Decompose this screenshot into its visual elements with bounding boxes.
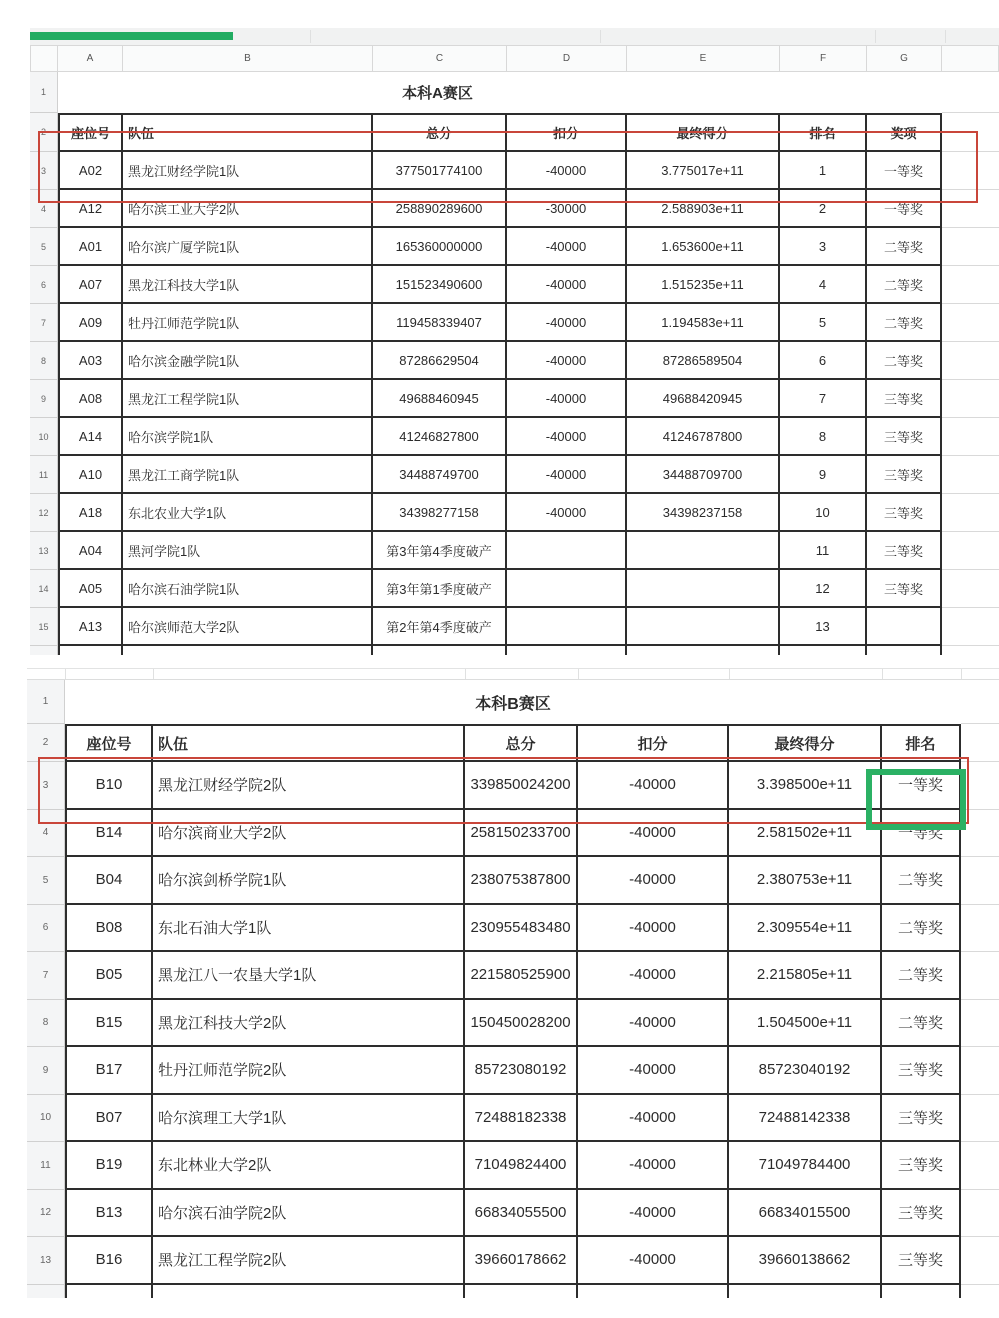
cell-final[interactable]: 1.515235e+11 xyxy=(627,266,780,304)
empty-cell[interactable] xyxy=(961,1142,999,1190)
cell-seat[interactable]: A09 xyxy=(58,304,123,342)
cell-seat[interactable]: A12 xyxy=(58,190,123,228)
cell-deduction[interactable] xyxy=(507,532,627,570)
cell-total[interactable]: 150450028200 xyxy=(465,1000,578,1048)
sheet-title-zone-b[interactable]: 本科B赛区 xyxy=(475,695,551,713)
cell-total[interactable]: 258150233700 xyxy=(465,810,578,858)
table-row xyxy=(30,380,999,418)
empty-cell[interactable] xyxy=(961,762,999,810)
header-cell-final[interactable]: 最终得分 xyxy=(729,724,882,762)
cell-seat[interactable]: B13 xyxy=(65,1190,153,1238)
row-number-cell[interactable]: 3 xyxy=(27,762,65,810)
cell-deduction[interactable]: -40000 xyxy=(507,456,627,494)
cell-award[interactable]: 三等奖 xyxy=(867,418,942,456)
header-row xyxy=(27,724,999,762)
cell-rank[interactable]: 7 xyxy=(780,380,867,418)
empty-cell[interactable] xyxy=(942,304,999,342)
cell-rank[interactable]: 8 xyxy=(780,418,867,456)
table-row xyxy=(27,1000,999,1048)
cell-total[interactable]: 72488182338 xyxy=(465,1095,578,1143)
cell-award[interactable]: 二等奖 xyxy=(882,905,961,953)
cell-seat[interactable]: A08 xyxy=(58,380,123,418)
cell-team[interactable]: 东北农业大学1队 xyxy=(123,494,373,532)
sheet-title-zone-a[interactable]: 本科A赛区 xyxy=(402,85,473,102)
empty-cell[interactable] xyxy=(961,952,999,1000)
cell-final[interactable]: 49688420945 xyxy=(627,380,780,418)
cell-seat[interactable]: A10 xyxy=(58,456,123,494)
cell-rank[interactable]: 6 xyxy=(780,342,867,380)
empty-cell[interactable] xyxy=(942,113,999,152)
cell-deduction[interactable]: -40000 xyxy=(578,1047,729,1095)
cell-final[interactable]: 1.194583e+11 xyxy=(627,304,780,342)
column-letters-row xyxy=(30,45,999,72)
cell-team[interactable]: 哈尔滨理工大学1队 xyxy=(153,1095,465,1143)
cell-final[interactable]: 34398237158 xyxy=(627,494,780,532)
empty-cell[interactable] xyxy=(942,342,999,380)
empty-cell[interactable] xyxy=(961,857,999,905)
header-cell-total[interactable]: 总分 xyxy=(373,113,507,152)
cell-award[interactable]: 三等奖 xyxy=(867,494,942,532)
row-number-cell xyxy=(27,1285,65,1298)
row-number-cell[interactable]: 5 xyxy=(30,228,58,266)
cell-seat[interactable]: A07 xyxy=(58,266,123,304)
cell-deduction[interactable]: -40000 xyxy=(578,857,729,905)
cell-team[interactable]: 哈尔滨工业大学2队 xyxy=(123,190,373,228)
title-row xyxy=(30,72,999,113)
cell-team[interactable]: 哈尔滨石油学院1队 xyxy=(123,570,373,608)
sheet-zone-b xyxy=(27,668,999,1298)
cell-award[interactable]: 三等奖 xyxy=(867,456,942,494)
empty-cell[interactable] xyxy=(942,266,999,304)
cell-final[interactable]: 41246787800 xyxy=(627,418,780,456)
row-number-cell[interactable]: 15 xyxy=(30,608,58,646)
row-number-cell[interactable]: 10 xyxy=(30,418,58,456)
empty-cell[interactable] xyxy=(961,1095,999,1143)
empty-cell[interactable] xyxy=(942,152,999,190)
table-row xyxy=(27,1142,999,1190)
row-number-cell[interactable]: 2 xyxy=(30,113,58,152)
cell-final[interactable]: 2.309554e+11 xyxy=(729,905,882,953)
cell-seat[interactable]: A13 xyxy=(58,608,123,646)
cell-final[interactable]: 3.775017e+11 xyxy=(627,152,780,190)
cell-total[interactable]: 377501774100 xyxy=(373,152,507,190)
cell-rank[interactable]: 2 xyxy=(780,190,867,228)
cell-deduction[interactable] xyxy=(507,608,627,646)
cell-seat[interactable]: B14 xyxy=(65,810,153,858)
header-cell-seat[interactable]: 座位号 xyxy=(65,724,153,762)
cell-total[interactable]: 49688460945 xyxy=(373,380,507,418)
cell-deduction[interactable]: -40000 xyxy=(507,418,627,456)
cell-team[interactable]: 黑河学院1队 xyxy=(123,532,373,570)
table-row xyxy=(30,494,999,532)
cell-seat[interactable]: A04 xyxy=(58,532,123,570)
cell-total[interactable]: 41246827800 xyxy=(373,418,507,456)
table-row xyxy=(27,905,999,953)
cell-deduction[interactable]: -40000 xyxy=(578,810,729,858)
row-number-cell[interactable]: 3 xyxy=(30,152,58,190)
table-row xyxy=(30,418,999,456)
row-number-cell[interactable]: 13 xyxy=(30,532,58,570)
cell-award[interactable]: 三等奖 xyxy=(882,1190,961,1238)
column-letter-a[interactable]: A xyxy=(58,45,123,72)
cell-award[interactable] xyxy=(867,608,942,646)
cell-team[interactable]: 黑龙江财经学院2队 xyxy=(153,762,465,810)
row-number-cell[interactable]: 12 xyxy=(27,1190,65,1238)
cell-award[interactable]: 一等奖 xyxy=(867,190,942,228)
cell-final[interactable]: 1.504500e+11 xyxy=(729,1000,882,1048)
strip-separator xyxy=(600,30,601,43)
cell-deduction[interactable]: -30000 xyxy=(507,190,627,228)
cell-final[interactable]: 72488142338 xyxy=(729,1095,882,1143)
empty-cell[interactable] xyxy=(961,680,999,724)
cell-deduction[interactable]: -40000 xyxy=(578,905,729,953)
cell-rank[interactable]: 4 xyxy=(780,266,867,304)
cell-total[interactable]: 230955483480 xyxy=(465,905,578,953)
empty-cell[interactable] xyxy=(961,1190,999,1238)
column-letter-c[interactable]: C xyxy=(373,45,507,72)
empty-cell[interactable] xyxy=(961,724,999,762)
table-row xyxy=(30,152,999,190)
cell-team[interactable]: 哈尔滨金融学院1队 xyxy=(123,342,373,380)
table-row xyxy=(30,570,999,608)
cell-team[interactable]: 哈尔滨广厦学院1队 xyxy=(123,228,373,266)
cell-award[interactable]: 三等奖 xyxy=(882,1142,961,1190)
cell-deduction[interactable]: -40000 xyxy=(578,762,729,810)
cell-final[interactable]: 87286589504 xyxy=(627,342,780,380)
row-number-cell[interactable]: 8 xyxy=(27,1000,65,1048)
empty-cell[interactable] xyxy=(942,494,999,532)
cell-rank[interactable]: 11 xyxy=(780,532,867,570)
empty-cell[interactable] xyxy=(942,532,999,570)
header-cell-rank[interactable]: 排名 xyxy=(882,724,961,762)
cell-total[interactable]: 39660178662 xyxy=(465,1237,578,1285)
row-number-cell[interactable]: 7 xyxy=(27,952,65,1000)
cell-team[interactable]: 黑龙江工程学院1队 xyxy=(123,380,373,418)
partial-strip xyxy=(27,668,999,680)
cell-deduction[interactable]: -40000 xyxy=(507,304,627,342)
row-number-cell[interactable]: 2 xyxy=(27,724,65,762)
cell-seat[interactable]: B04 xyxy=(65,857,153,905)
cell-deduction[interactable]: -40000 xyxy=(578,1095,729,1143)
table-row xyxy=(30,304,999,342)
cell-total[interactable]: 第2年第4季度破产 xyxy=(373,608,507,646)
cell-final[interactable]: 85723040192 xyxy=(729,1047,882,1095)
cell-final[interactable]: 2.588903e+11 xyxy=(627,190,780,228)
table-row xyxy=(27,762,999,810)
sheet-zone-a xyxy=(30,45,999,655)
cell-award[interactable]: 二等奖 xyxy=(882,952,961,1000)
cell-deduction[interactable]: -40000 xyxy=(507,494,627,532)
empty-cell[interactable] xyxy=(961,905,999,953)
cell-award[interactable]: 二等奖 xyxy=(867,266,942,304)
cell-seat[interactable]: B05 xyxy=(65,952,153,1000)
header-cell-team[interactable]: 队伍 xyxy=(123,113,373,152)
header-cell-final[interactable]: 最终得分 xyxy=(627,113,780,152)
cell-seat[interactable]: B19 xyxy=(65,1142,153,1190)
progress-bar xyxy=(30,32,233,40)
cell-team[interactable]: 东北石油大学1队 xyxy=(153,905,465,953)
table-row xyxy=(27,1095,999,1143)
column-letter-b[interactable]: B xyxy=(123,45,373,72)
cell-team[interactable]: 哈尔滨剑桥学院1队 xyxy=(153,857,465,905)
header-cell-deduction[interactable]: 扣分 xyxy=(578,724,729,762)
cell-final[interactable]: 34488709700 xyxy=(627,456,780,494)
empty-cell[interactable] xyxy=(942,72,999,113)
cell-deduction[interactable]: -40000 xyxy=(507,228,627,266)
cell-total[interactable]: 165360000000 xyxy=(373,228,507,266)
cell-rank[interactable]: 1 xyxy=(780,152,867,190)
cell-award[interactable]: 三等奖 xyxy=(882,1237,961,1285)
cell-seat[interactable]: B07 xyxy=(65,1095,153,1143)
row-number-cell[interactable]: 7 xyxy=(30,304,58,342)
row-number-cell[interactable]: 4 xyxy=(27,810,65,858)
column-letter-e[interactable]: E xyxy=(627,45,780,72)
cell-team[interactable]: 牡丹江师范学院1队 xyxy=(123,304,373,342)
cell-deduction[interactable]: -40000 xyxy=(507,380,627,418)
cell-final[interactable]: 2.380753e+11 xyxy=(729,857,882,905)
cell-award[interactable]: 三等奖 xyxy=(867,570,942,608)
cell-total[interactable]: 第3年第1季度破产 xyxy=(373,570,507,608)
cell-seat[interactable]: B15 xyxy=(65,1000,153,1048)
cell-team[interactable]: 哈尔滨石油学院2队 xyxy=(153,1190,465,1238)
cell-total[interactable]: 66834055500 xyxy=(465,1190,578,1238)
cell-final[interactable]: 3.398500e+11 xyxy=(729,762,882,810)
cell-seat[interactable]: A02 xyxy=(58,152,123,190)
partial-row xyxy=(27,1285,999,1298)
cell-final[interactable] xyxy=(627,608,780,646)
table-row xyxy=(27,857,999,905)
cell-seat[interactable]: A18 xyxy=(58,494,123,532)
cell-total[interactable]: 85723080192 xyxy=(465,1047,578,1095)
empty-cell[interactable] xyxy=(961,1000,999,1048)
row-number-cell[interactable]: 9 xyxy=(27,1047,65,1095)
cell-total[interactable]: 238075387800 xyxy=(465,857,578,905)
cell-award[interactable]: 二等奖 xyxy=(867,304,942,342)
cell-deduction[interactable]: -40000 xyxy=(507,342,627,380)
table-row xyxy=(30,228,999,266)
cell-final[interactable]: 71049784400 xyxy=(729,1142,882,1190)
cell-deduction[interactable]: -40000 xyxy=(507,266,627,304)
column-letter-g[interactable]: G xyxy=(867,45,942,72)
cell-team[interactable]: 哈尔滨师范大学2队 xyxy=(123,608,373,646)
cell-seat[interactable]: A05 xyxy=(58,570,123,608)
empty-cell[interactable] xyxy=(961,1237,999,1285)
cell-award[interactable]: 二等奖 xyxy=(882,857,961,905)
header-cell-team[interactable]: 队伍 xyxy=(153,724,465,762)
row-number-cell[interactable]: 8 xyxy=(30,342,58,380)
cell-team[interactable]: 哈尔滨学院1队 xyxy=(123,418,373,456)
header-cell-rank[interactable]: 排名 xyxy=(780,113,867,152)
cell-award[interactable]: 一等奖 xyxy=(882,762,961,810)
cell-team[interactable]: 黑龙江工程学院2队 xyxy=(153,1237,465,1285)
row-number-cell[interactable]: 1 xyxy=(30,72,58,113)
header-cell-deduction[interactable]: 扣分 xyxy=(507,113,627,152)
cell-deduction[interactable] xyxy=(507,570,627,608)
cell-rank[interactable]: 3 xyxy=(780,228,867,266)
table-row xyxy=(27,810,999,858)
cell-total[interactable]: 34398277158 xyxy=(373,494,507,532)
table-row xyxy=(27,1047,999,1095)
cell-total[interactable]: 第3年第4季度破产 xyxy=(373,532,507,570)
cell-award[interactable]: 二等奖 xyxy=(867,342,942,380)
cell-deduction[interactable]: -40000 xyxy=(578,1142,729,1190)
row-number-cell[interactable]: 14 xyxy=(30,570,58,608)
cell-total[interactable]: 221580525900 xyxy=(465,952,578,1000)
row-number-cell[interactable]: 6 xyxy=(27,905,65,953)
row-number-cell[interactable]: 13 xyxy=(27,1237,65,1285)
cell-deduction[interactable]: -40000 xyxy=(578,1000,729,1048)
row-number-cell[interactable]: 5 xyxy=(27,857,65,905)
cell-seat[interactable]: B16 xyxy=(65,1237,153,1285)
cell-award[interactable]: 一等奖 xyxy=(867,152,942,190)
cell-final[interactable]: 39660138662 xyxy=(729,1237,882,1285)
partial-row xyxy=(30,646,999,655)
table-row xyxy=(30,342,999,380)
cell-rank[interactable]: 5 xyxy=(780,304,867,342)
row-number-cell[interactable]: 11 xyxy=(27,1142,65,1190)
strip-separator xyxy=(945,30,946,43)
table-row xyxy=(30,532,999,570)
cell-seat[interactable]: A03 xyxy=(58,342,123,380)
table-b-body xyxy=(27,762,999,1285)
empty-cell[interactable] xyxy=(942,456,999,494)
cell-team[interactable]: 黑龙江工商学院1队 xyxy=(123,456,373,494)
cell-award[interactable]: 三等奖 xyxy=(882,1095,961,1143)
cell-total[interactable]: 151523490600 xyxy=(373,266,507,304)
cell-award[interactable]: 二等奖 xyxy=(882,1000,961,1048)
empty-cell[interactable] xyxy=(961,810,999,858)
row-number-cell[interactable]: 11 xyxy=(30,456,58,494)
cell-rank[interactable]: 9 xyxy=(780,456,867,494)
cell-total[interactable]: 258890289600 xyxy=(373,190,507,228)
cell-seat[interactable]: B08 xyxy=(65,905,153,953)
strip-separator xyxy=(310,30,311,43)
cell-total[interactable]: 87286629504 xyxy=(373,342,507,380)
select-all-corner[interactable] xyxy=(30,45,58,72)
header-cell-seat[interactable]: 座位号 xyxy=(58,113,123,152)
cell-deduction[interactable]: -40000 xyxy=(578,1190,729,1238)
cell-team[interactable]: 黑龙江科技大学2队 xyxy=(153,1000,465,1048)
cell-team[interactable]: 东北林业大学2队 xyxy=(153,1142,465,1190)
column-letter-f[interactable]: F xyxy=(780,45,867,72)
table-row xyxy=(27,1237,999,1285)
column-letter-d[interactable]: D xyxy=(507,45,627,72)
table-row xyxy=(30,266,999,304)
header-row xyxy=(30,113,999,152)
cell-team[interactable]: 黑龙江财经学院1队 xyxy=(123,152,373,190)
cell-deduction[interactable]: -40000 xyxy=(578,1237,729,1285)
cell-final[interactable] xyxy=(627,532,780,570)
cell-final[interactable] xyxy=(627,570,780,608)
cell-rank[interactable]: 10 xyxy=(780,494,867,532)
cell-team[interactable]: 黑龙江科技大学1队 xyxy=(123,266,373,304)
title-row xyxy=(27,680,999,724)
strip-separator xyxy=(875,30,876,43)
cell-deduction[interactable]: -40000 xyxy=(578,952,729,1000)
cell-team[interactable]: 黑龙江八一农垦大学1队 xyxy=(153,952,465,1000)
cell-award[interactable]: 三等奖 xyxy=(882,1047,961,1095)
cell-team[interactable]: 牡丹江师范学院2队 xyxy=(153,1047,465,1095)
cell-team[interactable]: 哈尔滨商业大学2队 xyxy=(153,810,465,858)
empty-cell[interactable] xyxy=(961,1047,999,1095)
table-a-body xyxy=(30,152,999,646)
table-row xyxy=(27,1190,999,1238)
row-number-cell[interactable]: 6 xyxy=(30,266,58,304)
empty-cell[interactable] xyxy=(942,570,999,608)
empty-cell[interactable] xyxy=(942,380,999,418)
cell-award[interactable]: 三等奖 xyxy=(867,380,942,418)
cell-award[interactable]: 二等奖 xyxy=(867,228,942,266)
header-cell-total[interactable]: 总分 xyxy=(465,724,578,762)
cell-final[interactable]: 66834015500 xyxy=(729,1190,882,1238)
cell-total[interactable]: 34488749700 xyxy=(373,456,507,494)
row-number-cell[interactable]: 9 xyxy=(30,380,58,418)
cell-total[interactable]: 119458339407 xyxy=(373,304,507,342)
cell-final[interactable]: 2.215805e+11 xyxy=(729,952,882,1000)
table-row xyxy=(27,952,999,1000)
cell-award[interactable]: 一等奖 xyxy=(882,810,961,858)
row-number-cell[interactable]: 12 xyxy=(30,494,58,532)
table-row xyxy=(30,190,999,228)
cell-rank[interactable]: 13 xyxy=(780,608,867,646)
cell-total[interactable]: 71049824400 xyxy=(465,1142,578,1190)
row-number-cell[interactable]: 1 xyxy=(27,680,65,724)
cell-final[interactable]: 1.653600e+11 xyxy=(627,228,780,266)
empty-cell[interactable] xyxy=(942,418,999,456)
table-row xyxy=(30,456,999,494)
table-row xyxy=(30,608,999,646)
empty-cell[interactable] xyxy=(942,608,999,646)
empty-cell[interactable] xyxy=(942,228,999,266)
header-cell-award[interactable]: 奖项 xyxy=(867,113,942,152)
cell-rank[interactable]: 12 xyxy=(780,570,867,608)
row-number-cell[interactable]: 10 xyxy=(27,1095,65,1143)
cell-final[interactable]: 2.581502e+11 xyxy=(729,810,882,858)
cell-deduction[interactable]: -40000 xyxy=(507,152,627,190)
row-number-cell[interactable]: 4 xyxy=(30,190,58,228)
column-letter-extra[interactable] xyxy=(942,45,999,72)
cell-award[interactable]: 三等奖 xyxy=(867,532,942,570)
row-number-cell xyxy=(30,646,58,655)
cell-seat[interactable]: B17 xyxy=(65,1047,153,1095)
cell-seat[interactable]: A14 xyxy=(58,418,123,456)
cell-total[interactable]: 339850024200 xyxy=(465,762,578,810)
cell-seat[interactable]: A01 xyxy=(58,228,123,266)
empty-cell[interactable] xyxy=(942,190,999,228)
cell-seat[interactable]: B10 xyxy=(65,762,153,810)
